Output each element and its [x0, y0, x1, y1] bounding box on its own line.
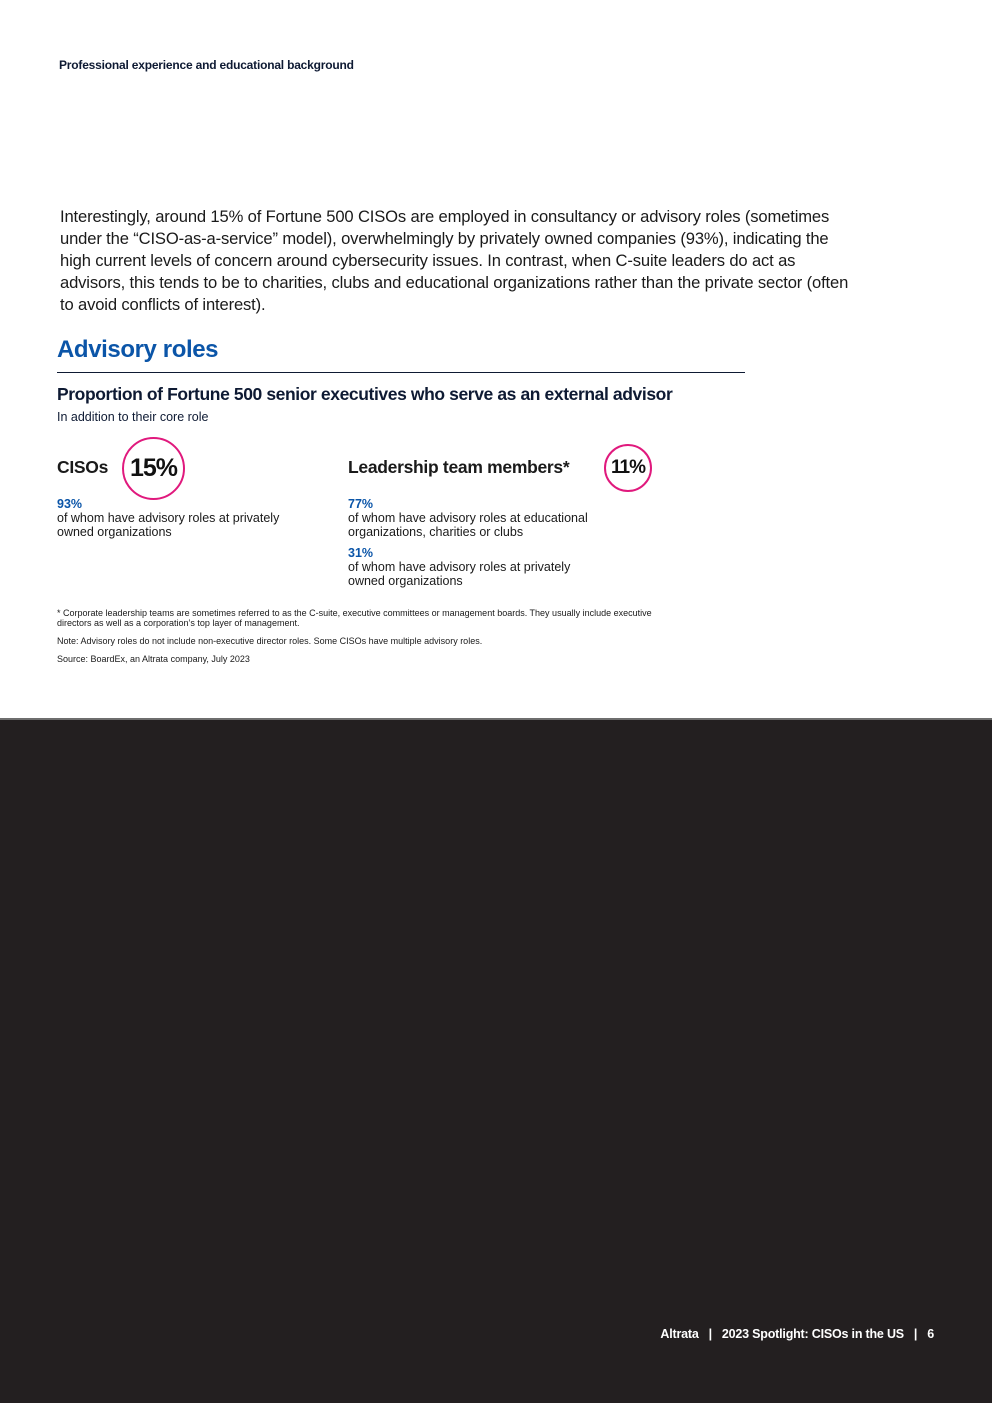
footer-report-title: 2023 Spotlight: CISOs in the US [721, 1327, 904, 1341]
chart-subtitle: In addition to their core role [57, 410, 209, 424]
page-number: 6 [927, 1327, 934, 1341]
footer-separator: | [708, 1327, 712, 1341]
footnote-note: Note: Advisory roles do not include non-executive director roles. Some CISOs have multiple advisory roles. [57, 636, 483, 646]
leadership-stat-private [348, 546, 598, 588]
cisos-stat-private [57, 497, 317, 539]
page-footer [660, 1327, 934, 1341]
running-header: Professional experience and educational background [59, 58, 354, 72]
section-title: Advisory roles [57, 336, 219, 363]
footnote-leadership-definition: * Corporate leadership teams are sometimes referred to as the C-suite, executive committees or management boards. They usually include executive directors as well as a corporation’s top layer of management. [57, 608, 652, 628]
intro-paragraph: Interestingly, around 15% of Fortune 500 CISOs are employed in consultancy or advisory roles (sometimes under the “CISO-as-a-service” model), overwhelmingly by privately owned companies (93%), indicating the high current levels of concern around cybersecurity issues. In contrast, when C-suite leaders do act as advisors, this tends to be to charities, clubs and educational organizations rather than the private sector (often to avoid conflicts of interest). [60, 207, 849, 314]
leadership-percent-ring: 11% [604, 444, 652, 492]
chart-title: Proportion of Fortune 500 senior executives who serve as an external advisor [57, 384, 673, 404]
cisos-label: CISOs [57, 457, 109, 477]
source-line: Source: BoardEx, an Altrata company, July 2023 [57, 654, 250, 664]
footer-brand: Altrata [660, 1327, 699, 1341]
stat-percent: 31% [348, 546, 374, 560]
stat-text: of whom have advisory roles at privately owned organizations [57, 511, 280, 539]
section-divider [57, 372, 745, 373]
leadership-label: Leadership team members* [348, 457, 570, 477]
leadership-stat-educational [348, 497, 618, 539]
stat-text: of whom have advisory roles at educational organizations, charities or clubs [348, 511, 588, 539]
dark-image-panel [0, 718, 992, 1403]
stat-percent: 93% [57, 497, 83, 511]
stat-percent: 77% [348, 497, 374, 511]
cisos-percent-ring: 15% [122, 437, 185, 500]
footer-separator: | [913, 1327, 918, 1341]
stat-text: of whom have advisory roles at privately owned organizations [348, 560, 571, 588]
